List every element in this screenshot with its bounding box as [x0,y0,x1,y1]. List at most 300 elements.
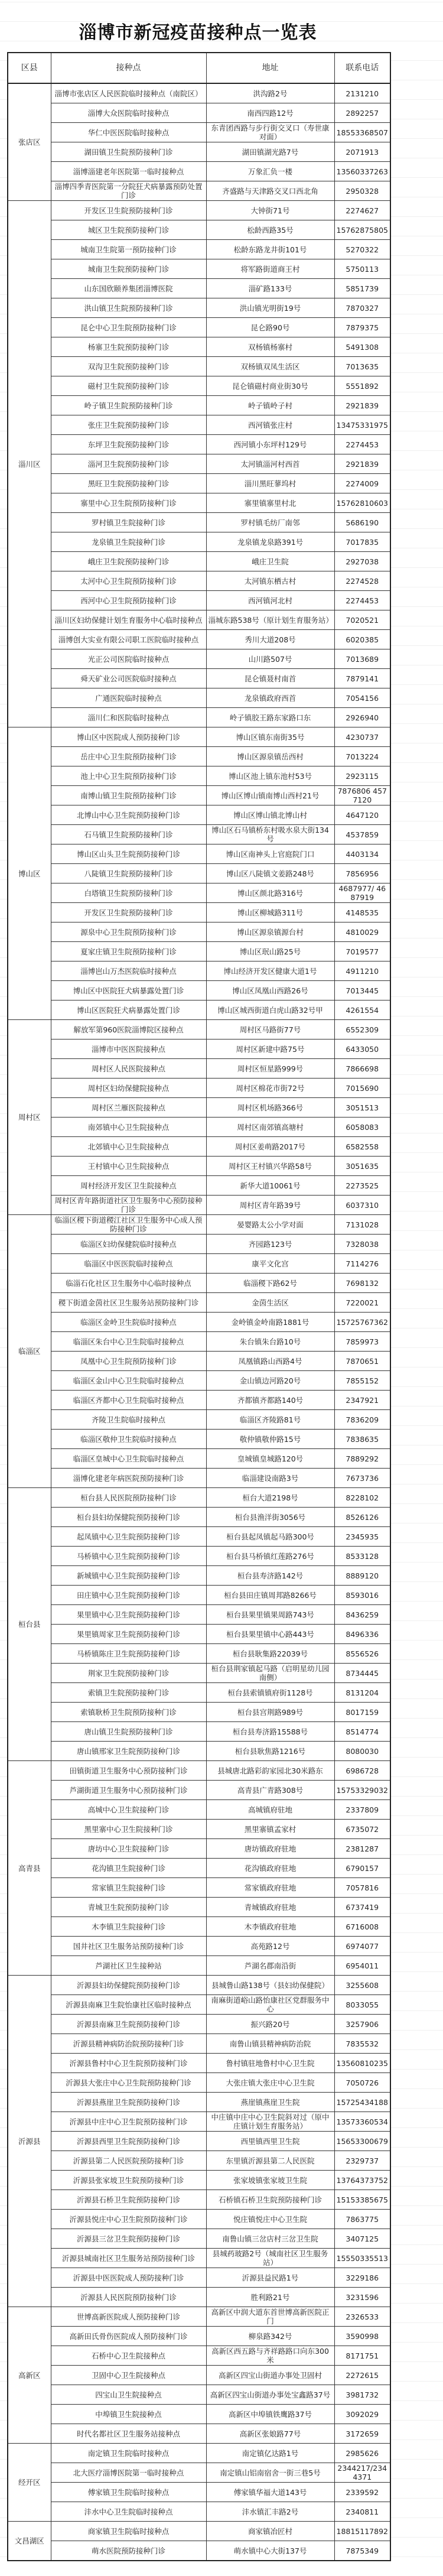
site-name-cell: 沂源县西里卫生院预防接种门诊 [51,2132,206,2151]
table-row [8,1937,390,1956]
phone-cell: 13764373752 [334,2171,390,2190]
address-cell: 常家镇政府驻地 [206,1878,334,1898]
table-row [8,2385,390,2405]
address-cell: 商家镇冶匠村 [206,2522,334,2541]
table-row [8,2405,390,2424]
table-row [8,513,390,532]
address-cell: 博山区颜北路316号 [206,883,334,903]
table-row [8,1332,390,1352]
address-cell: 太河镇淄河村西首 [206,454,334,474]
site-name-cell: 博山区山头卫生院预防接种门诊 [51,844,206,864]
table-row [8,1000,390,1020]
address-cell: 高新区四宝山街道办事处卫固村 [206,2366,334,2385]
phone-cell: 3229186 [334,2268,390,2288]
table-row [8,1352,390,1371]
phone-cell: 7870651 [334,1352,390,1371]
address-cell: 周村区机场路366号 [206,1098,334,1118]
phone-cell: 2337809 [334,1800,390,1820]
table-row [8,2444,390,2463]
phone-cell: 7866698 [334,1059,390,1079]
table-row [8,1040,390,1059]
phone-cell: 7013635 [334,357,390,376]
table-row [8,1605,390,1625]
site-name-cell: 芦湖街道卫生服务中心预防接种门诊 [51,1781,206,1800]
address-cell: 桓台县果里镇中心路443号 [206,1625,334,1644]
table-row [8,337,390,357]
address-cell: 桓台县荆家镇起马路（启明星幼儿园南侧） [206,1664,334,1683]
phone-cell: 2344217/2344371 [334,2463,390,2483]
phone-cell: 6790157 [334,1859,390,1878]
site-name-cell: 广通医院临时接种点 [51,688,206,708]
phone-cell: 2921839 [334,396,390,415]
table-row [8,2268,390,2288]
table-row [8,1839,390,1859]
column-header-district: 区县 [8,53,51,83]
table-row [8,376,390,396]
site-name-cell: 沂源县大张庄中心卫生院预防接种门诊 [51,2073,206,2093]
address-cell: 县城鲁山路138号（县妇幼保健院） [206,1976,334,1995]
site-name-cell: 淄博化建老年病医院预防接种门诊 [51,1469,206,1488]
phone-cell: 8526126 [334,1508,390,1527]
address-cell: 晏婴路太公小学对面 [206,1215,334,1235]
phone-cell: 7889292 [334,1449,390,1469]
site-name-cell: 城区卫生院预防接种门诊 [51,220,206,240]
site-name-cell: 花沟镇卫生院接种门诊 [51,1859,206,1878]
district-cell: 高青县 [8,1761,51,1976]
table-row [8,181,390,201]
address-cell: 峨庄卫生院 [206,552,334,571]
table-row [8,2015,390,2034]
table-row [8,1781,390,1800]
address-cell: 南定镇亿达路1号 [206,2444,334,2463]
table-row [8,903,390,922]
table-row [8,552,390,571]
table-row [8,2249,390,2268]
site-name-cell: 北博山中心卫生院预防接种门诊 [51,805,206,825]
address-cell: 博山区城西街道白虎山路32号甲 [206,1000,334,1020]
address-cell: 洪沟路2号 [206,83,334,103]
table-row [8,2034,390,2054]
address-cell: 博山区八陡镇文姜路248号 [206,864,334,883]
site-name-cell: 青城卫生院预防接种门诊 [51,1898,206,1917]
phone-cell: 7673736 [334,1469,390,1488]
table-row [8,2366,390,2385]
site-name-cell: 淄博四季青医院第一分院狂犬病暴露预防处置门诊 [51,181,206,201]
phone-cell: 8496336 [334,1625,390,1644]
site-name-cell: 田庄镇中心卫生院预防接种门诊 [51,1586,206,1605]
table-row [8,1956,390,1976]
table-row [8,2346,390,2366]
phone-cell: 7328038 [334,1235,390,1254]
site-name-cell: 王村镇中心卫生院接种点 [51,1157,206,1176]
phone-cell: 8017159 [334,1703,390,1722]
phone-cell: 7876806 4577120 [334,786,390,805]
phone-cell: 2926940 [334,708,390,727]
table-row [8,298,390,318]
address-cell: 博山区源泉镇源台村 [206,922,334,942]
phone-cell: 3172659 [334,2424,390,2444]
table-row [8,1761,390,1781]
address-cell: 周村区南郊镇高塘村 [206,1118,334,1137]
column-header-phone: 联系电话 [334,53,390,83]
address-cell: 博山区南神头上官庭院门口 [206,844,334,864]
address-cell: 山川路507号 [206,649,334,669]
address-cell: 临淄建设南路3号 [206,1469,334,1488]
site-name-cell: 马桥镇中心卫生院预防接种门诊 [51,1547,206,1566]
phone-cell: 7875349 [334,2541,390,2561]
address-cell: 松龄西路35号 [206,220,334,240]
phone-cell: 15762810603 [334,493,390,513]
phone-cell: 2927038 [334,552,390,571]
address-cell: 高新区四宝山街道办事处宝鑫路37号 [206,2385,334,2405]
site-name-cell: 城南卫生院第一预防接种门诊 [51,240,206,259]
phone-cell: 2339592 [334,2483,390,2502]
address-cell: 双杨镇双凤生活区 [206,357,334,376]
table-row [8,2424,390,2444]
site-name-cell: 临淄区朱台中心卫生院临时接种点 [51,1332,206,1352]
address-cell: 湖田镇湖光路7号 [206,142,334,162]
address-cell: 张家坡镇张家坡卫生院 [206,2171,334,2190]
site-name-cell: 稷下街道金茵社区卫生服务站预防接种门诊 [51,1293,206,1313]
table-row [8,162,390,181]
phone-cell: 4911210 [334,961,390,981]
phone-cell: 6552309 [334,1020,390,1040]
table-row [8,922,390,942]
table-row [8,1995,390,2015]
site-name-cell: 果里镇周家卫生院预防接种门诊 [51,1625,206,1644]
address-cell: 淄城东路538号（原计划生育服务站） [206,610,334,630]
address-cell: 博山区石马镇桥东村吸水泉大街134号 [206,825,334,844]
phone-cell: 8080030 [334,1742,390,1761]
phone-cell: 7835532 [334,2034,390,2054]
phone-cell: 2326533 [334,2307,390,2327]
phone-cell: 6737419 [334,1898,390,1917]
site-name-cell: 新城镇中心卫生院预防接种门诊 [51,1566,206,1586]
site-name-cell: 四宝山卫生院接种点 [51,2385,206,2405]
site-name-cell: 罗村镇卫生院接种门诊 [51,513,206,532]
table-row [8,1079,390,1098]
phone-cell: 7017835 [334,532,390,552]
phone-cell: 8436259 [334,1605,390,1625]
site-name-cell: 北大医疗淄博医院第一临时接种点 [51,2463,206,2483]
site-name-cell: 时代名都社区卫生服务站接种点 [51,2424,206,2444]
table-row [8,2210,390,2229]
site-name-cell: 太河中心卫生院预防接种门诊 [51,571,206,591]
phone-cell: 4261554 [334,1000,390,1020]
phone-cell: 3255608 [334,1976,390,1995]
site-name-cell: 城南卫生院预防接种门诊 [51,259,206,279]
table-row [8,1586,390,1605]
phone-cell: 6433050 [334,1040,390,1059]
address-cell: 凤凰镇路山西路4号 [206,1352,334,1371]
phone-cell: 5551892 [334,376,390,396]
table-row [8,1859,390,1878]
address-cell: 淄川黑旺蓼坞村 [206,474,334,493]
address-cell: 芦湖名郡南沿街 [206,1956,334,1976]
phone-cell: 2274453 [334,435,390,454]
site-name-cell: 西河中心卫生院预防接种门诊 [51,591,206,610]
address-cell: 桓台县耿集路22039号 [206,1644,334,1664]
phone-cell: 4148535 [334,903,390,922]
site-name-cell: 开发区卫生院预防接种门诊 [51,201,206,220]
site-name-cell: 桓台县妇幼保健院预防接种门诊 [51,1508,206,1527]
phone-cell: 3231596 [334,2288,390,2307]
phone-cell: 8533128 [334,1547,390,1566]
address-cell: 高新区张娘路77号 [206,2424,334,2444]
phone-cell: 6986728 [334,1761,390,1781]
address-cell: 南西四路12号 [206,103,334,123]
table-row [8,259,390,279]
address-cell: 县城唐北路彩韵家园北30米路东 [206,1761,334,1781]
phone-cell: 2345935 [334,1527,390,1547]
table-row [8,474,390,493]
address-cell: 西河镇小东坪村129号 [206,435,334,454]
site-name-cell: 沂源县南麻卫生院怡康社区临时接种点 [51,1995,206,2015]
site-name-cell: 博山区中医院成人预防接种门诊 [51,727,206,747]
phone-cell: 2985626 [334,2444,390,2463]
site-name-cell: 周村区兰雁医院接种点 [51,1098,206,1118]
table-row [8,415,390,435]
table-row [8,1313,390,1332]
district-cell: 张店区 [8,83,51,201]
site-name-cell: 临淄区齐都中心卫生院临时接种点 [51,1391,206,1410]
table-row [8,2171,390,2190]
address-cell: 南鲁山镇县精神病防治院 [206,2034,334,2054]
phone-cell: 2329737 [334,2151,390,2171]
site-name-cell: 临淄区妇幼保健院临时接种点 [51,1235,206,1254]
phone-cell: 2950328 [334,181,390,201]
site-name-cell: 临淄区敬仲卫生院临时接种点 [51,1430,206,1449]
site-name-cell: 淄博市中医医院接种点 [51,1040,206,1059]
site-name-cell: 沂源县燕崖卫生院预防接种门诊 [51,2093,206,2112]
table-row [8,2112,390,2132]
address-cell: 萌水镇中心大街137号 [206,2541,334,2561]
table-row [8,103,390,123]
address-cell: 周村区青年路39号 [206,1196,334,1215]
table-row [8,2190,390,2210]
address-cell: 太河镇东栖古村 [206,571,334,591]
site-name-cell: 荆家卫生院预防接种门诊 [51,1664,206,1683]
address-cell: 桓台大道2198号 [206,1488,334,1508]
address-cell: 博山区博山镇北博山村 [206,805,334,825]
address-cell: 黑里寨镇孟家村 [206,1820,334,1839]
phone-cell: 7879141 [334,669,390,688]
address-cell: 沂源县益民路1号 [206,2268,334,2288]
phone-cell: 2892257 [334,103,390,123]
address-cell: 博山区凤凰山西路26号 [206,981,334,1000]
phone-cell: 4537859 [334,825,390,844]
phone-cell: 2921839 [334,454,390,474]
address-cell: 唐坊镇政府驻地 [206,1839,334,1859]
site-name-cell: 商家镇卫生院临时接种点 [51,2522,206,2541]
address-cell: 桓台县索镇镇府街1128号 [206,1683,334,1703]
address-cell: 桓台县马桥镇红莲路276号 [206,1547,334,1566]
phone-cell: 8171751 [334,2346,390,2366]
address-cell: 东里镇沂源县第二人民医院 [206,2151,334,2171]
address-cell: 万象汇负一楼 [206,162,334,181]
site-name-cell: 昆仑中心卫生院预防接种门诊 [51,318,206,337]
phone-cell: 15762875805 [334,220,390,240]
site-name-cell: 傅家镇卫生院临时接种点 [51,2483,206,2502]
phone-cell: 7057816 [334,1878,390,1898]
site-name-cell: 木李镇卫生院接种门诊 [51,1917,206,1937]
site-name-cell: 八陡镇卫生院预防接种门诊 [51,864,206,883]
table-row [8,1430,390,1449]
site-name-cell: 果里镇中心卫生院预防接种门诊 [51,1605,206,1625]
address-cell: 昆仑镇磁村商业街30号 [206,376,334,396]
table-row [8,571,390,591]
address-cell: 花沟镇政府驻地 [206,1859,334,1878]
table-row [8,591,390,610]
phone-cell: 6735072 [334,1820,390,1839]
address-cell: 岭子镇胶王路东家路口东 [206,708,334,727]
table-row [8,1118,390,1137]
table-row [8,688,390,708]
site-name-cell: 临淄区金山中心卫生院临时接种点 [51,1371,206,1391]
address-cell: 高青县广青路308号 [206,1781,334,1800]
table-row [8,805,390,825]
address-cell: 寨里镇寨里村北 [206,493,334,513]
address-cell: 双杨镇杨寨村 [206,337,334,357]
address-cell: 南麻街道峪山路怡康社区党群服务中心 [206,1995,334,2015]
table-row [8,1898,390,1917]
table-row [8,1976,390,1995]
site-name-cell: 淄博淄建老年医院第一临时接种点 [51,162,206,181]
address-cell: 大张庄镇大张庄中心卫生院 [206,2073,334,2093]
table-row [8,1527,390,1547]
table-row [8,2502,390,2522]
site-name-cell: 田镇街道卫生服务中心预防接种门诊 [51,1761,206,1781]
table-row [8,2522,390,2541]
phone-cell: 2340811 [334,2502,390,2522]
site-name-cell: 马桥镇陈庄卫生院预防接种门诊 [51,1644,206,1664]
table-row [8,727,390,747]
phone-cell: 15753329032 [334,1781,390,1800]
table-row [8,2132,390,2151]
table-row [8,1664,390,1683]
phone-cell: 2274453 [334,591,390,610]
phone-cell: 8556526 [334,1644,390,1664]
site-name-cell: 淄博岜山万杰医院临时接种点 [51,961,206,981]
phone-cell: 5686190 [334,513,390,532]
phone-cell: 7856956 [334,864,390,883]
table-row [8,2288,390,2307]
table-row [8,1917,390,1937]
address-cell: 周村区棉花市街72号 [206,1079,334,1098]
address-cell: 岭子镇岭子村 [206,396,334,415]
address-cell: 西河镇张庄村 [206,415,334,435]
table-row [8,2307,390,2327]
address-cell: 振兴路20号 [206,2015,334,2034]
address-cell: 大钟街71号 [206,201,334,220]
address-cell: 西河镇河北村 [206,591,334,610]
address-cell: 高新区中埠镇铁鹰路37号 [206,2405,334,2424]
district-cell: 桓台县 [8,1488,51,1761]
phone-cell: 3051635 [334,1157,390,1176]
address-cell: 博山经济开发区健康大道1号 [206,961,334,981]
phone-cell: 6582558 [334,1137,390,1157]
address-cell: 周村区王村镇兴华路58号 [206,1157,334,1176]
phone-cell: 3981732 [334,2385,390,2405]
address-cell: 博山区柳城路311号 [206,903,334,922]
table-row [8,2093,390,2112]
phone-cell: 7220021 [334,1293,390,1313]
site-name-cell: 黑旺卫生院预防接种门诊 [51,474,206,493]
phone-cell: 5851739 [334,279,390,298]
table-row [8,981,390,1000]
site-name-cell: 湖田镇卫生院预防接种门诊 [51,142,206,162]
site-name-cell: 淄博市张店区人民医院临时接种点（南院区） [51,83,206,103]
site-name-cell: 岭子镇卫生院预防接种门诊 [51,396,206,415]
district-cell: 淄川区 [8,201,51,727]
site-name-cell: 桓台县人民医院预防接种门诊 [51,1488,206,1508]
phone-cell: 15153385675 [334,2190,390,2210]
phone-cell: 3257906 [334,2015,390,2034]
phone-cell: 7019577 [334,942,390,961]
phone-cell: 4687977/ 4687919 [334,883,390,903]
table-row [8,493,390,513]
phone-cell: 7114276 [334,1254,390,1274]
address-cell: 新华大道10061号 [206,1176,334,1196]
site-name-cell: 光正公司医院临时接种点 [51,649,206,669]
site-name-cell: 北郊镇中心卫生院接种点 [51,1137,206,1157]
phone-cell: 7879375 [334,318,390,337]
site-name-cell: 池上中心卫生院预防接种门诊 [51,766,206,786]
phone-cell: 2273525 [334,1176,390,1196]
site-name-cell: 卫固中心卫生院接种点 [51,2366,206,2385]
address-cell: 悦庄镇悦庄中心卫生院 [206,2210,334,2229]
table-row [8,825,390,844]
site-name-cell: 世博高新医院成人预防接种门诊 [51,2307,206,2327]
table-row [8,630,390,649]
column-header-address: 地址 [206,53,334,83]
site-name-cell: 高城中心卫生院接种门诊 [51,1800,206,1820]
phone-cell: 8514774 [334,1722,390,1742]
address-cell: 桓台县渔洋街3056号 [206,1508,334,1527]
table-row [8,1722,390,1742]
site-name-cell: 沂源县三岔卫生院预防接种门诊 [51,2229,206,2249]
address-cell: 桓台县寿济路142号 [206,1566,334,1586]
address-cell: 傅家镇华福大道143号 [206,2483,334,2502]
address-cell: 胜利路21号 [206,2288,334,2307]
site-name-cell: 淄川区妇幼保健计划生育服务中心临时接种点 [51,610,206,630]
table-row [8,1683,390,1703]
district-cell: 沂源县 [8,1976,51,2307]
table-row [8,864,390,883]
district-cell: 经开区 [8,2444,51,2522]
table-row [8,1410,390,1430]
site-name-cell: 临淄区金岭卫生院临时接种点 [51,1313,206,1332]
phone-cell: 7836209 [334,1410,390,1430]
address-cell: 东青团西路与步行街交叉口（寿世康对面） [206,123,334,142]
site-name-cell: 石桥中心卫生院接种点 [51,2346,206,2366]
table-row [8,1488,390,1508]
table-row [8,961,390,981]
site-name-cell: 临淄区稷下街道稷江社区卫生服务中心成人预防接种门诊 [51,1215,206,1235]
site-name-cell: 沂源县南麻卫生院预防接种门诊 [51,2015,206,2034]
site-name-cell: 磁村卫生院预防接种门诊 [51,376,206,396]
site-name-cell: 临淄石化社区卫生服务中心临时接种点 [51,1274,206,1293]
phone-cell: 7859973 [334,1332,390,1352]
table-row [8,357,390,376]
table-row [8,669,390,688]
table-row [8,942,390,961]
address-cell: 沣水镇汇丰路2号 [206,2502,334,2522]
table-row [8,2541,390,2561]
phone-cell: 7863775 [334,2210,390,2229]
phone-cell: 7870327 [334,298,390,318]
site-name-cell: 舜天矿业公司医院临时接种点 [51,669,206,688]
